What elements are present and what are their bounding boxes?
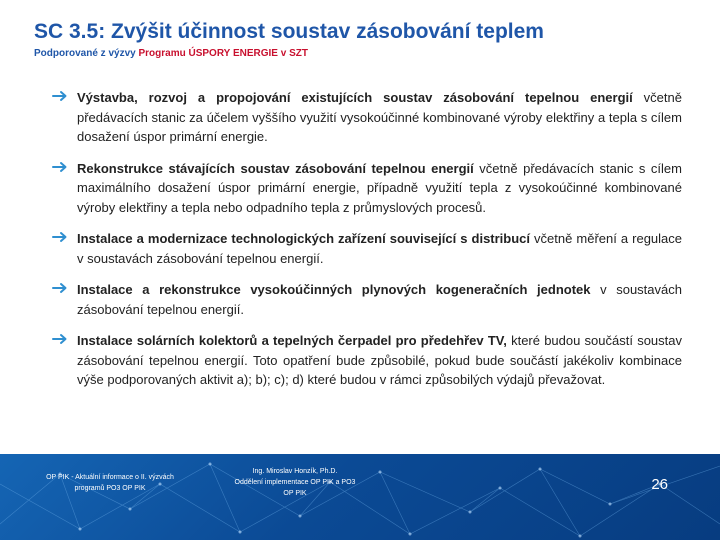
footer-author-name: Ing. Miroslav Honzík, Ph.D. [252,468,338,475]
arrow-right-icon [52,333,68,345]
bullet-text: včetně předávacích stanic s cílem maximálního dosažení úspor primární energie, případně využití tepla z vysokoúčinné kombinované výroby elektřiny a tepla nebo odpadního tepla z průmyslových procesů. [77,160,682,215]
slide-title: SC 3.5: Zvýšit účinnost soustav zásobování teplem [34,20,544,43]
bullet-item [52,88,682,147]
bullet-strong-text: Instalace a modernizace technologických zařízení související s distribucí [77,231,531,246]
arrow-right-icon [52,90,68,102]
footer-left-line: programů PO3 OP PIK [74,485,146,492]
footer-author-info [210,466,380,499]
bullet-item [52,280,682,319]
bullet-item [52,331,682,390]
bullet-item [52,229,682,268]
arrow-right-icon [52,231,68,243]
bullet-item [52,159,682,218]
bullet-strong-text: Rekonstrukce stávajících soustav zásobování tepelnou energií [77,160,474,176]
footer-bar [0,454,720,540]
bullet-text: včetně měření a regulace v soustavách zásobování tepelnou energií. [77,231,683,266]
page-number: 26 [651,476,668,493]
footer-presentation-info [30,472,190,494]
bullet-text: které budou součástí soustav zásobování tepelnou energií. Toto opatření bude způsobilé, pokud bude součástí jakékoliv kombinace výše podporovaných aktivit a); b); c); d) které budou v rámci způsobilých výdajů převažovat. [77,333,682,387]
arrow-right-icon [52,161,68,173]
bullet-strong-text: Výstavba, rozvoj a propojování existujících soustav zásobování tepelnou energií [77,90,633,105]
bullet-text: včetně předávacích stanic za účelem vyššího využití vysokoúčinné kombinované výroby elektřiny a tepla s cílem dosažení úspor primární energie. [77,90,682,144]
bullet-text: v soustavách zásobování tepelnou energií. [77,282,682,317]
footer-department: Oddělení implementace OP PIK a PO3 [234,479,356,486]
subtitle-prefix: Podporované z výzvy [34,48,136,59]
bullet-strong-text: Instalace a rekonstrukce vysokoúčinných plynových kogeneračních jednotek [77,282,591,297]
arrow-right-icon [52,282,68,294]
footer-program: OP PIK [283,490,307,497]
bullet-strong-text: Instalace solárních kolektorů a tepelných čerpadel pro předehřev TV, [77,333,507,348]
subtitle-program: Programu ÚSPORY ENERGIE v SZT [138,48,308,59]
slide-subtitle [34,48,308,59]
footer-left-line: OP PIK - Aktuální informace o II. výzvách [46,474,174,481]
bullet-list [52,88,682,402]
